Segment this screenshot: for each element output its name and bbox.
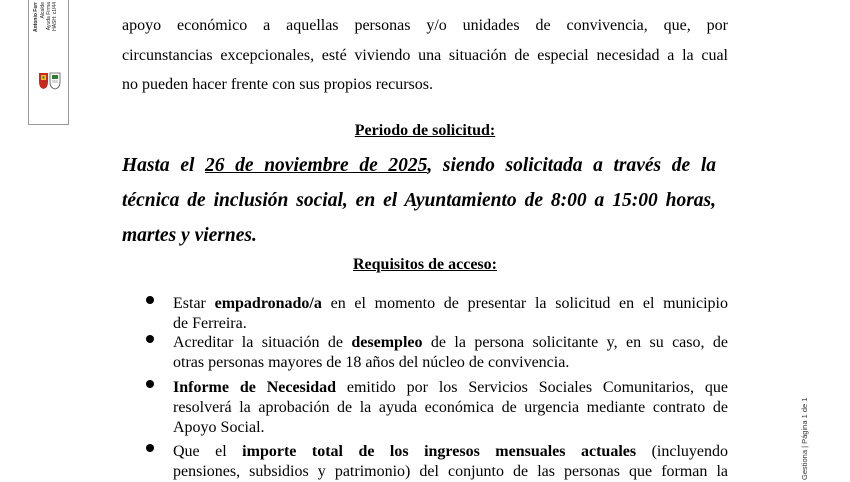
- signer-name: Antonio Ferr: [33, 2, 39, 32]
- list-item: [173, 442, 728, 482]
- text: Que el: [173, 443, 243, 460]
- intro-line: apoyo económico a aquellas personas y/o unidades de convivencia, que, por: [122, 17, 728, 34]
- bold-text: desempleo: [351, 334, 423, 351]
- list-item-line: Apoyo Social.: [173, 419, 265, 436]
- municipal-crest-icon: [37, 70, 63, 90]
- deadline-line: técnica de inclusión social, en el Ayuntamiento de 8:00 a 15:00 horas,: [122, 190, 716, 211]
- list-item-line: pensiones, subsidios y patrimonio) del conjunto de las personas que forman la: [173, 463, 728, 480]
- deadline-suffix: , siendo solicitada a través de la: [427, 155, 717, 176]
- text: de la persona solicitante y, en su caso, de: [422, 334, 728, 351]
- signature-hash: HASH: c1f44: [52, 2, 58, 31]
- bullet-icon: [146, 296, 154, 304]
- signer-role: Alcalde: [40, 2, 46, 19]
- cut-off-line: [122, 0, 728, 6]
- bullet-icon: [146, 380, 154, 388]
- intro-line: circunstancias excepcionales, esté viviendo una situación de especial necesidad a la cual: [122, 46, 728, 64]
- signature-stamp: [28, 0, 69, 125]
- signature-label: Ayuda Firma: [46, 2, 52, 31]
- text: en el momento de presentar la solicitud en el municipio: [321, 295, 728, 312]
- list-item-line: [173, 294, 728, 314]
- list-item: [173, 333, 728, 373]
- deadline-line: [122, 148, 716, 183]
- page-footer-vertical: Gestiona | Página 1 de 1: [800, 397, 809, 480]
- list-item-line: [173, 378, 728, 398]
- list-item: [173, 294, 728, 334]
- deadline-line: martes y viernes.: [122, 225, 257, 246]
- text: (incluyendo: [636, 443, 728, 460]
- intro-line: no pueden hacer frente con sus propios recursos.: [122, 76, 434, 93]
- intro-paragraph: [122, 11, 728, 100]
- bullet-icon: [146, 335, 154, 343]
- bold-text: importe total de los ingresos mensuales actuales: [242, 443, 637, 460]
- deadline-prefix: Hasta el: [122, 155, 206, 176]
- list-item-line: resolverá la aprobación de la ayuda económica de urgencia mediante contrato de: [173, 399, 728, 416]
- deadline-paragraph: [122, 148, 716, 253]
- text: Estar: [173, 295, 215, 312]
- text: Acreditar la situación de: [173, 334, 352, 351]
- periodo-heading: Periodo de solicitud:: [354, 122, 496, 139]
- text: emitido por los Servicios Sociales Comunitarios, que: [336, 379, 728, 396]
- list-item: [173, 378, 728, 438]
- requisitos-heading: Requisitos de acceso:: [353, 256, 497, 273]
- bullet-icon: [146, 444, 154, 452]
- bold-text: empadronado/a: [214, 295, 322, 312]
- deadline-date: 26 de noviembre de 2025: [205, 155, 428, 176]
- list-item-line: otras personas mayores de 18 años del núcleo de convivencia.: [173, 354, 570, 371]
- bold-text: Informe de Necesidad: [173, 379, 337, 396]
- list-item-line: [173, 333, 728, 353]
- list-item-line: de Ferreira.: [173, 315, 247, 332]
- list-item-line: [173, 442, 728, 462]
